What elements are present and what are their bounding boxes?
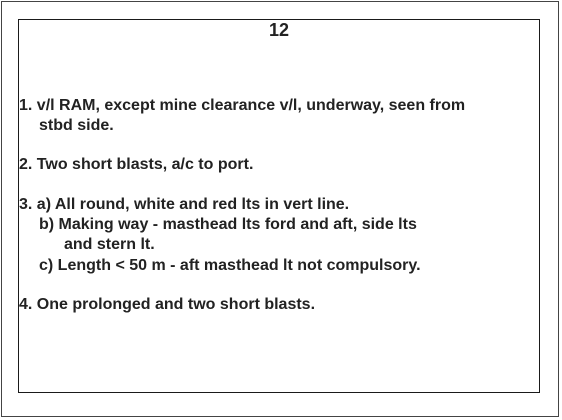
- answer-3-line-c: c) Length < 50 m - aft masthead lt not compulsory.: [39, 257, 421, 274]
- flashcard: [18, 19, 540, 393]
- answer-1-line-2: stbd side.: [39, 117, 114, 134]
- card-number: 12: [268, 20, 290, 40]
- answer-3-line-a: 3. a) All round, white and red lts in vert line.: [19, 196, 350, 213]
- answer-3-line-b1: b) Making way - masthead lts ford and aft, side lts: [39, 216, 417, 233]
- answer-3-line-b2: and stern lt.: [64, 236, 155, 253]
- answer-1-line-1: 1. v/l RAM, except mine clearance v/l, underway, seen from: [19, 97, 466, 114]
- answer-4-line-1: 4. One prolonged and two short blasts.: [19, 296, 316, 313]
- answer-2-line-1: 2. Two short blasts, a/c to port.: [19, 156, 254, 173]
